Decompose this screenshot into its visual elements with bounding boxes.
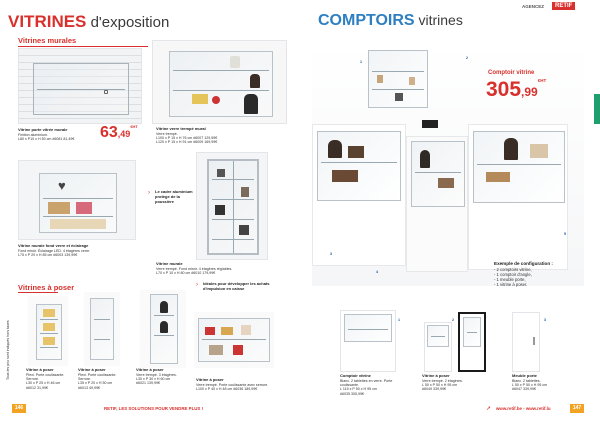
item-deco (409, 77, 415, 85)
title-bold: COMPTOIRS (318, 12, 415, 29)
small1-info (26, 368, 72, 390)
counter-glass (473, 131, 565, 203)
item-deco (233, 345, 243, 355)
vitrine-glass (36, 304, 62, 360)
small4-info (196, 378, 280, 391)
item-bust (160, 321, 168, 333)
product-ref: L30 x P 25 x H 46 cm (26, 381, 61, 386)
product-ref: L 50 x P 50 x H 95 cm (422, 383, 458, 387)
product-door-cabinet-image (512, 312, 540, 372)
item-deco (205, 327, 215, 335)
product-ref: L35 x P 20 x H 50 cm (78, 381, 113, 386)
item-row (50, 219, 106, 229)
product-name: Vitrine verre trempé mural (156, 126, 206, 131)
product-ref: L100 x P 15 x H 76 cm #6007 129,59€ (156, 136, 218, 140)
item-bust (160, 301, 168, 313)
divider (18, 292, 58, 293)
counter-label: Comptoir vitrine (488, 70, 535, 76)
item-deco (438, 178, 454, 188)
product-counter-vitrine-image (194, 312, 274, 368)
item-deco (239, 225, 249, 235)
product-ref: #6021 139,99€ (136, 381, 160, 386)
vitrine-glass (33, 63, 129, 115)
vitrine-glass (344, 314, 392, 342)
item-sculpture (250, 74, 260, 88)
chevron-right-icon: › (196, 282, 198, 288)
product-desc: Verre trempé. (156, 131, 178, 136)
right-page-title (318, 12, 463, 30)
product-name: Vitrine murale (156, 261, 183, 266)
divider (18, 46, 148, 47)
item-deco (486, 172, 510, 182)
chevron-right-icon: › (148, 190, 150, 196)
vitrine-glass (198, 318, 270, 362)
counter-glass (317, 131, 401, 201)
config-item: - 2 comptoirs vitrine, (494, 266, 532, 272)
product-ref: L75 x P 20 x H 85 cm #6003 139,99€ (18, 253, 78, 257)
callout-ideal: Idéales pour développer les achats d'impulsion en caisse (203, 281, 270, 291)
product-ref: L 50 x P 50 x H 95 cm (512, 383, 548, 387)
product-love-vitrine-image (18, 160, 136, 240)
vitrine-glass (150, 294, 178, 364)
love-decor: ♥ (58, 178, 66, 193)
product-name: Vitrine à poser (422, 373, 450, 378)
item-bust (504, 138, 518, 160)
item-heart (212, 96, 220, 104)
page-number-left: 146 (12, 404, 26, 413)
item-statue (244, 94, 258, 114)
product-desc: Verre trempé. Porte coulissante avec serrure. (196, 382, 269, 387)
cursor-icon: ➚ (486, 406, 492, 412)
prod-b-info (422, 374, 482, 392)
callout-number: 1 (360, 60, 362, 64)
product1-price: $63,49^{€HT}$ (100, 124, 138, 141)
product-desc: Plexi. Porte coulissante. Serrure. (26, 372, 65, 381)
prod-a-info (340, 374, 402, 396)
product-tall-wall-vitrine-image (196, 152, 268, 260)
product-ref: L120 x P 15 x H 91 cm #6009 169,99€ (156, 140, 218, 145)
counter-corner (406, 136, 468, 272)
product-ref: #6013 49,99€ (78, 385, 100, 390)
callout-number: 4 (376, 270, 378, 274)
product-small-vitrine-image (140, 290, 186, 368)
product3-info (18, 244, 138, 257)
door-split (233, 161, 234, 253)
config-box (494, 262, 580, 287)
item-deco (221, 327, 233, 335)
page-number-right: 147 (570, 404, 584, 413)
product4-info (156, 262, 272, 275)
counter-glass (411, 141, 465, 207)
footer-web: www.retif.be - www.retif.lu (496, 406, 551, 411)
section-tab (594, 94, 600, 124)
item-vase (230, 56, 240, 68)
handle (533, 337, 535, 345)
product-corner-image (424, 322, 452, 372)
product-desc: Blanc. 2 tablettes. (512, 378, 541, 383)
agencez-label: AGENCEZ (522, 4, 545, 9)
product2-info (156, 127, 276, 145)
product-name: Vitrine à poser (196, 377, 224, 382)
config-item: - 1 meuble porte, (494, 276, 526, 282)
item-deco (241, 325, 251, 335)
brand-logo: RETIF (552, 2, 575, 10)
prod-c-info (512, 374, 572, 392)
product-ref: #6049 339,99€ (422, 387, 446, 392)
title-rest: vitrines (414, 12, 463, 28)
product-name: Comptoir vitrine (340, 373, 371, 378)
section-standing-heading: Vitrines à poser (18, 283, 75, 292)
item-deco (209, 345, 223, 355)
product-desc: Blanc. 2 tablettes en verre. Porte coulissante. (340, 378, 393, 387)
product-ref: L80 x P10 x H 50 cm #6081 81,49€ (18, 137, 75, 141)
item-flowers (76, 202, 92, 214)
product-desc: Verre trempé. Fond miroir. 4 étagères réglables. (156, 266, 233, 271)
config-item: - 1 comptoir d'angle, (494, 271, 532, 277)
counter-right (468, 124, 568, 270)
product-desc: Verre trempé. 2 étagères. (422, 378, 463, 383)
config-item: - 1 vitrine à poser. (494, 281, 528, 287)
product-glass-wall-vitrine-image (152, 40, 287, 124)
vitrine-glass (427, 325, 449, 347)
glass-tower (368, 50, 428, 108)
product-name: Vitrine à poser (26, 367, 54, 372)
product-small-vitrine-image (28, 296, 68, 366)
product-ref: L100 x P 40 x H 48 cm #6036 189,99€ (196, 387, 258, 391)
product-name: Vitrine à poser (78, 367, 106, 372)
product-ref: #6012 31,99€ (26, 385, 48, 390)
product-ref: L 115 x P 50 x H 95 cm (340, 387, 377, 392)
product-ref: L70 x P 10 x H 80 cm #6010 179,99€ (156, 271, 216, 275)
config-title: Exemple de configuration : (494, 261, 553, 266)
item-deco (215, 205, 225, 215)
callout-number: 2 (466, 56, 468, 60)
product-ref: L30 x P 30 x H 60 cm (136, 377, 171, 381)
vitrine-glass (39, 173, 117, 233)
product1-info (18, 128, 98, 141)
vitrine-glass (90, 298, 114, 360)
callout-number: 5 (564, 232, 566, 236)
item-gold (43, 309, 55, 317)
item-hat (332, 170, 358, 182)
title-rest: d'exposition (86, 14, 170, 31)
vitrine-glass (169, 51, 273, 117)
item-gold (43, 337, 55, 345)
callout-number: 2 (452, 318, 454, 322)
product-name: Vitrine à poser (136, 367, 164, 372)
item-deco (217, 169, 225, 177)
product-ref: #6035 305,99€ (340, 391, 364, 396)
vitrine-glass (463, 317, 481, 347)
product-ref: #6047 339,99€ (512, 387, 536, 392)
product-small-vitrine-image (84, 292, 120, 366)
lock-icon (104, 90, 108, 94)
item-box (48, 202, 70, 214)
item-bust (420, 150, 430, 168)
section-wall-heading: Vitrines murales (18, 36, 77, 45)
product-desc: Finition aluminium. (18, 132, 48, 137)
product-desc: Plexi. Porte coulissante. Serrure. (78, 372, 117, 381)
product-name: Vitrine murale fond verre et éclairage (18, 243, 89, 248)
product-desc: Fond miroir. Éclairage LED. 4 étagères verre. (18, 248, 91, 253)
callout-number: 3 (330, 252, 332, 256)
product-desc: Verre trempé. 3 étagères. (136, 372, 177, 377)
product-name: Meuble porte (512, 373, 537, 378)
callout-number: 3 (544, 318, 546, 322)
product-counter-image (340, 310, 396, 372)
callout-frame: Le cadre aluminium protège de la poussière (155, 189, 193, 204)
price-side-note: Tous les prix sont indiqués hors taxes (6, 320, 10, 380)
counter-price: $305,99^{€HT}$ (486, 78, 547, 101)
item-bust (328, 140, 342, 158)
footer-slogan: RETIF, LES SOLUTIONS POUR VENDRE PLUS ! (104, 406, 204, 411)
item-deco (395, 93, 403, 101)
left-page-title (8, 12, 169, 32)
product-wall-vitrine-image (18, 48, 142, 124)
item-gold (43, 323, 55, 331)
item-deco (530, 144, 548, 158)
counter-left (312, 124, 406, 266)
small3-info (136, 368, 190, 386)
title-bold: VITRINES (8, 12, 87, 31)
small2-info (78, 368, 128, 390)
item-deco (241, 187, 249, 197)
product-name: Vitrine porte vitrée murale (18, 127, 68, 132)
item-deco (377, 75, 383, 83)
price-sign (422, 120, 438, 128)
item-deco (348, 146, 364, 158)
product-standing-image (458, 312, 486, 372)
item-box (192, 94, 208, 104)
vitrine-glass (207, 159, 259, 255)
callout-number: 1 (398, 318, 400, 322)
